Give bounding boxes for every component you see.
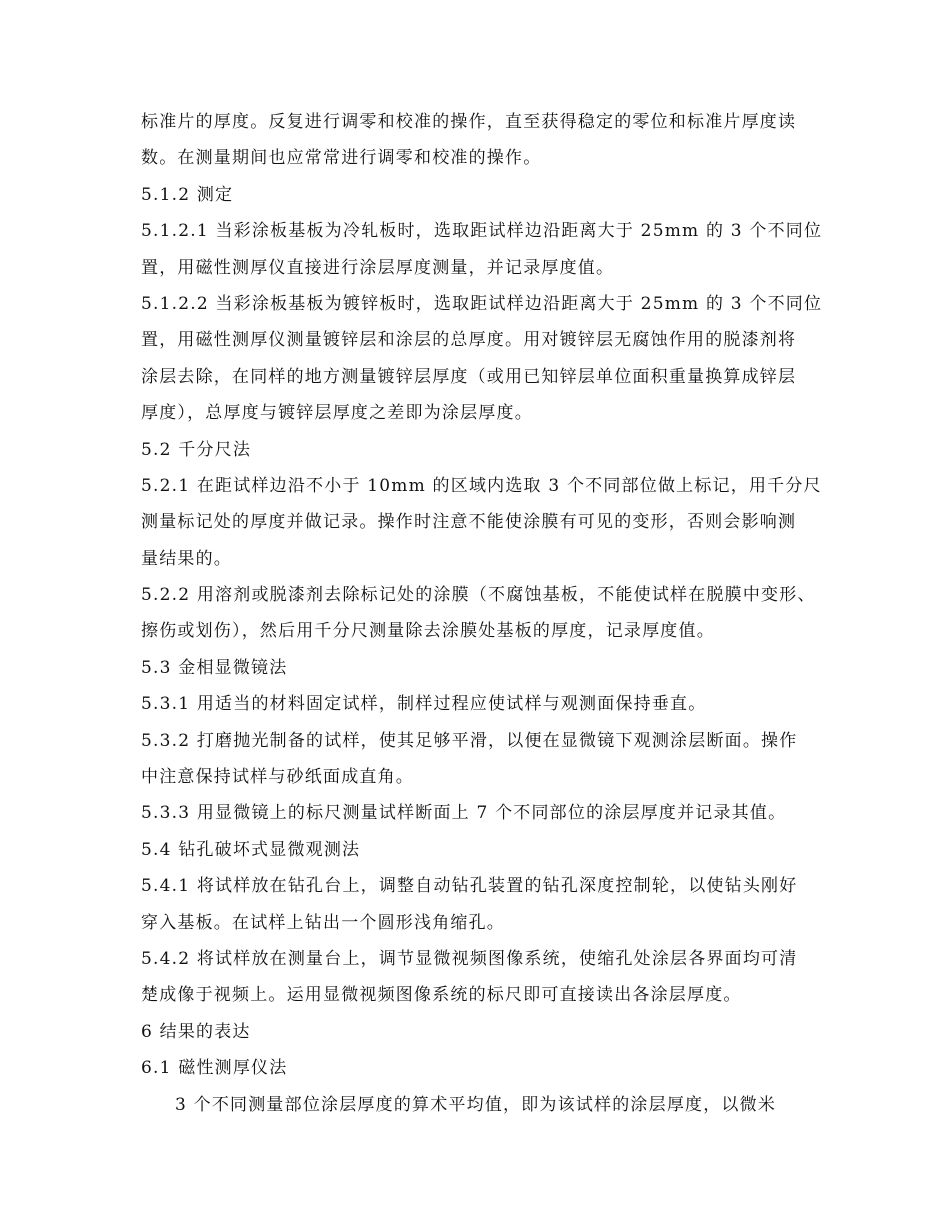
text-line: 5.2.2 用溶剂或脱漆剂去除标记处的涂膜（不腐蚀基板，不能使试样在脱膜中变形、	[141, 585, 816, 606]
text-line: 数。在测量期间也应常常进行调零和校准的操作。	[141, 148, 542, 169]
text-line: 5.4.2 将试样放在测量台上，调节显微视频图像系统，使缩孔处涂层各界面均可清	[141, 948, 798, 969]
section-heading-5-2: 5.2 千分尺法	[141, 439, 252, 460]
text-line: 5.3.2 打磨抛光制备的试样，使其足够平滑，以便在显微镜下观测涂层断面。操作	[141, 730, 798, 751]
section-heading-6-1: 6.1 磁性测厚仪法	[141, 1058, 288, 1079]
section-heading-6: 6 结果的表达	[141, 1021, 251, 1042]
text-line: 5.2.1 在距试样边沿不小于 10mm 的区域内选取 3 个不同部位做上标记，用千分尺	[141, 475, 822, 496]
section-heading-5-4: 5.4 钻孔破坏式显微观测法	[141, 839, 361, 860]
text-line: 涂层去除，在同样的地方测量镀锌层厚度（或用已知锌层单位面积重量换算成锌层	[141, 366, 797, 387]
text-line: 量结果的。	[141, 548, 232, 569]
text-line: 5.3.3 用显微镜上的标尺测量试样断面上 7 个不同部位的涂层厚度并记录其值。	[141, 803, 787, 824]
paragraph-first-line: 3 个不同测量部位涂层厚度的算术平均值，即为该试样的涂层厚度，以微米	[175, 1094, 777, 1115]
section-heading-5-3: 5.3 金相显微镜法	[141, 657, 288, 678]
section-heading-5-1-2: 5.1.2 测定	[141, 184, 234, 205]
text-line: 测量标记处的厚度并做记录。操作时注意不能使涂膜有可见的变形，否则会影响测	[141, 512, 797, 533]
text-line: 标准片的厚度。反复进行调零和校准的操作，直至获得稳定的零位和标准片厚度读	[141, 112, 797, 132]
text-line: 中注意保持试样与砂纸面成直角。	[141, 767, 414, 788]
text-line: 擦伤或划伤），然后用千分尺测量除去涂膜处基板的厚度，记录厚度值。	[141, 621, 715, 642]
text-line: 置，用磁性测厚仪测量镀锌层和涂层的总厚度。用对镀锌层无腐蚀作用的脱漆剂将	[141, 330, 797, 351]
text-line: 穿入基板。在试样上钻出一个圆形浅角缩孔。	[141, 912, 505, 933]
text-line: 厚度），总厚度与镀锌层厚度之差即为涂层厚度。	[141, 403, 533, 424]
text-line: 置，用磁性测厚仪直接进行涂层厚度测量，并记录厚度值。	[141, 257, 615, 278]
text-line: 5.3.1 用适当的材料固定试样，制样过程应使试样与观测面保持垂直。	[141, 694, 707, 715]
text-line: 5.4.1 将试样放在钻孔台上，调整自动钻孔装置的钻孔深度控制轮，以使钻头刚好	[141, 876, 798, 897]
text-line: 5.1.2.2 当彩涂板基板为镀锌板时，选取距试样边沿距离大于 25mm 的 3 个不同位	[141, 293, 823, 314]
document-body	[141, 104, 821, 1123]
text-line: 5.1.2.1 当彩涂板基板为冷轧板时，选取距试样边沿距离大于 25mm 的 3 个不同位	[141, 221, 823, 242]
text-line: 楚成像于视频上。运用显微视频图像系统的标尺即可直接读出各涂层厚度。	[141, 985, 742, 1006]
